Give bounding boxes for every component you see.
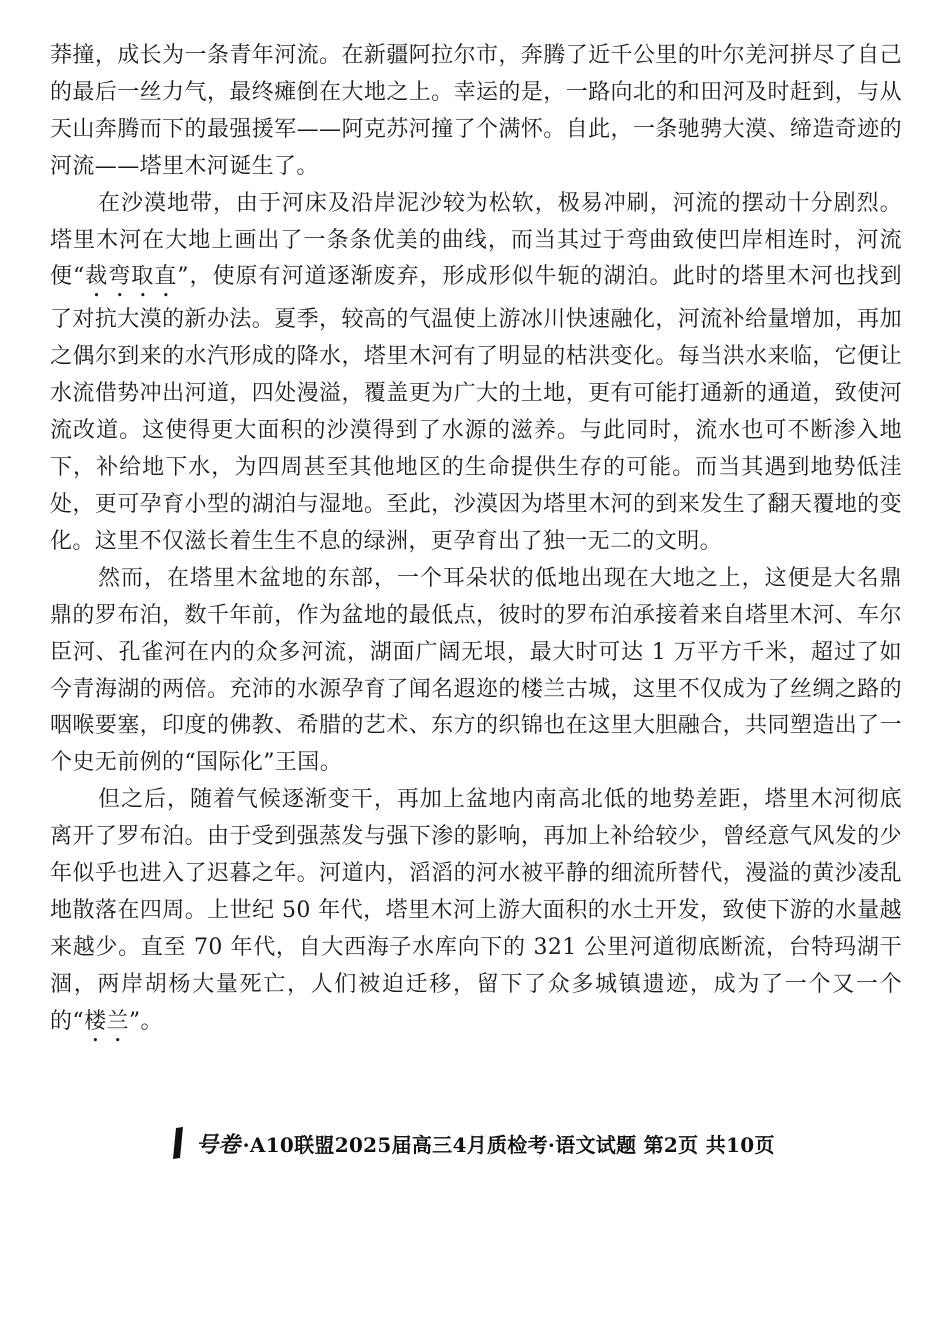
emphasized-phrase: 楼兰 [84,1008,129,1034]
paragraph-2-seg-3: ”，使原有河道逐渐废弃，形成形似牛轭的湖泊。此时的塔里木河也找到了对抗大漠的新办法。夏季，较高的气温使上游冰川快速融化，河流补给量增加，再加之偶尔到来的水汽形成的降水，塔里木河有了明显的枯洪变化。每当洪水来临，它便让水流借势冲出河道，四处漫溢，覆盖更为广大的土地，更有可能打通新的通道，致使河流改道。这使得更大面积的沙漠得到了水源的滋养。与此同时，流水也可不断渗入地下，补给地下水，为四周甚至其他地区的生命提供生存的可能。而当其遇到地势低洼处，更可孕育小型的湖泊与湿地。至此，沙漠因为塔里木河的到来发生了翻天覆地的变化。这里不仅滋长着生生不息的绿洲，更孕育出了独一无二的文明。 [50,264,902,554]
paragraph-4 [50,782,902,1046]
footer-brand: 号卷 [196,1131,241,1158]
paragraph-1-seg-1: 莽撞，成长为一条青年河流。在新疆阿拉尔市，奔腾了近千公里的叶尔羌河拼尽了自己的最后一丝力气，最终瘫倒在大地之上。幸运的是，一路向北的和田河及时赶到，与从天山奔腾而下的最强援军——阿克苏河撞了个满怀。自此，一条驰骋大漠、缔造奇迹的河流——塔里木河诞生了。 [50,43,902,179]
paragraph-4-seg-3: ”。 [128,1008,163,1034]
page-footer [168,1123,775,1163]
article-body [50,38,902,1047]
paragraph-2 [50,186,902,561]
paragraph-3-seg-1: 然而，在塔里木盆地的东部，一个耳朵状的低地出现在大地之上，这便是大名鼎鼎的罗布泊，数千年前，作为盆地的最低点，彼时的罗布泊承接着来自塔里木河、车尔臣河、孔雀河在内的众多河流，湖面广阔无垠，最大时可达 1 万平方千米，超过了如今青海湖的两倍。充沛的水源孕育了闻名遐迩的楼兰古城，这里不仅成为了丝绸之路的咽喉要塞，印度的佛教、希腊的艺术、东方的织锦也在这里大胆融合，共同塑造出了一个史无前例的“国际化”王国。 [50,565,902,776]
paragraph-2-seg-1: 在沙漠地带，由于河床及沿岸泥沙较为松软，极易冲刷，河流的摆动十分剧烈。塔里木河在大地上画出了一条条优美的曲线，而当其过于弯曲致使凹岸相连时，河流便“ [50,190,902,290]
paragraph-1 [50,38,902,186]
paragraph-3 [50,561,902,782]
brand-stroke-icon [168,1126,190,1160]
footer-text: ·A10联盟2025届高三4月质检考·语文试题 第2页 共10页 [242,1132,775,1157]
paragraph-4-seg-1: 但之后，随着气候逐渐变干，再加上盆地内南高北低的地势差距，塔里木河彻底离开了罗布泊。由于受到强蒸发与强下渗的影响，再加上补给较少，曾经意气风发的少年似乎也进入了迟暮之年。河道内，滔滔的河水被平静的细流所替代，漫溢的黄沙凌乱地散落在四周。上世纪 50 年代，塔里木河上游大面积的水土开发，致使下游的水量越来越少。直至 70 年代，自大西海子水库向下的 321 公里河道彻底断流，台特玛湖干涸，两岸胡杨大量死亡，人们被迫迁移，留下了众多城镇遗迹，成为了一个又一个的“ [50,787,902,1034]
emphasized-phrase: 裁弯取直 [84,264,178,290]
